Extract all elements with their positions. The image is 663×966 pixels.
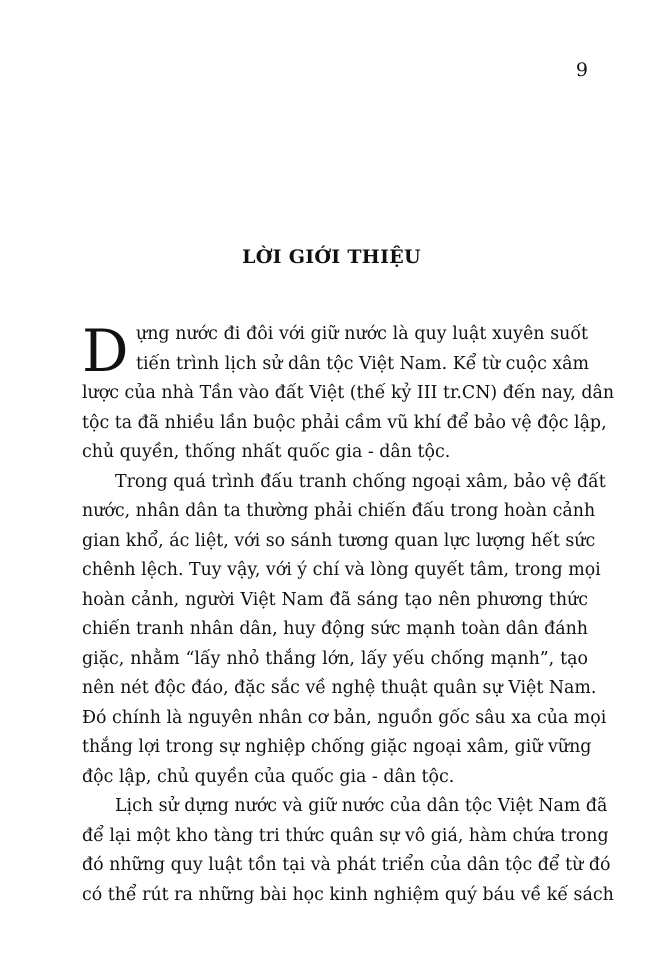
page-number: 9 xyxy=(575,59,588,81)
text-line: độc lập, chủ quyền của quốc gia - dân tộc. xyxy=(82,766,455,787)
text-line: nước, nhân dân ta thường phải chiến đấu trong hoàn cảnh xyxy=(82,501,596,521)
text-line: chủ quyền, thống nhất quốc gia - dân tộc. xyxy=(82,442,451,462)
text-line: giặc, nhằm “lấy nhỏ thắng lớn, lấy yếu chống mạnh”, tạo xyxy=(82,648,588,669)
text-line: chênh lệch. Tuy vậy, với ý chí và lòng quyết tâm, trong mọi xyxy=(82,560,601,580)
paragraph-3 xyxy=(82,792,614,910)
body-text xyxy=(82,317,615,910)
text-line: tộc ta đã nhiều lần buộc phải cầm vũ khí để bảo vệ độc lập, xyxy=(82,412,607,433)
text-line: thắng lợi trong sự nghiệp chống giặc ngoại xâm, giữ vững xyxy=(82,737,592,757)
text-line: Đó chính là nguyên nhân cơ bản, nguồn gốc sâu xa của mọi xyxy=(82,707,607,728)
text-line: hoàn cảnh, người Việt Nam đã sáng tạo nên phương thức xyxy=(82,589,588,610)
text-line: chiến tranh nhân dân, huy động sức mạnh toàn dân đánh xyxy=(82,619,588,639)
drop-cap: D xyxy=(82,317,129,385)
text-line: đó những quy luật tồn tại và phát triển của dân tộc để từ đó xyxy=(82,855,611,875)
text-line: tiến trình lịch sử dân tộc Việt Nam. Kể từ cuộc xâm xyxy=(136,353,590,374)
paragraph-1 xyxy=(82,317,615,468)
text-line: nên nét độc đáo, đặc sắc về nghệ thuật quân sự Việt Nam. xyxy=(82,678,597,698)
text-line: gian khổ, ác liệt, với so sánh tương quan lực lượng hết sức xyxy=(82,530,596,551)
text-line: có thể rút ra những bài học kinh nghiệm quý báu về kế sách xyxy=(82,884,614,905)
text-line: để lại một kho tàng tri thức quân sự vô giá, hàm chứa trong xyxy=(82,825,609,846)
paragraph-2 xyxy=(82,468,607,793)
text-line: Lịch sử dựng nước và giữ nước của dân tộc Việt Nam đã xyxy=(115,796,608,816)
text-line: ựng nước đi đôi với giữ nước là quy luật xuyên suốt xyxy=(136,324,588,344)
text-line: Trong quá trình đấu tranh chống ngoại xâm, bảo vệ đất xyxy=(115,471,606,492)
page-title: LỜI GIỚI THIỆU xyxy=(242,246,421,268)
text-line: lược của nhà Tần vào đất Việt (thế kỷ III tr.CN) đến nay, dân xyxy=(82,383,615,403)
